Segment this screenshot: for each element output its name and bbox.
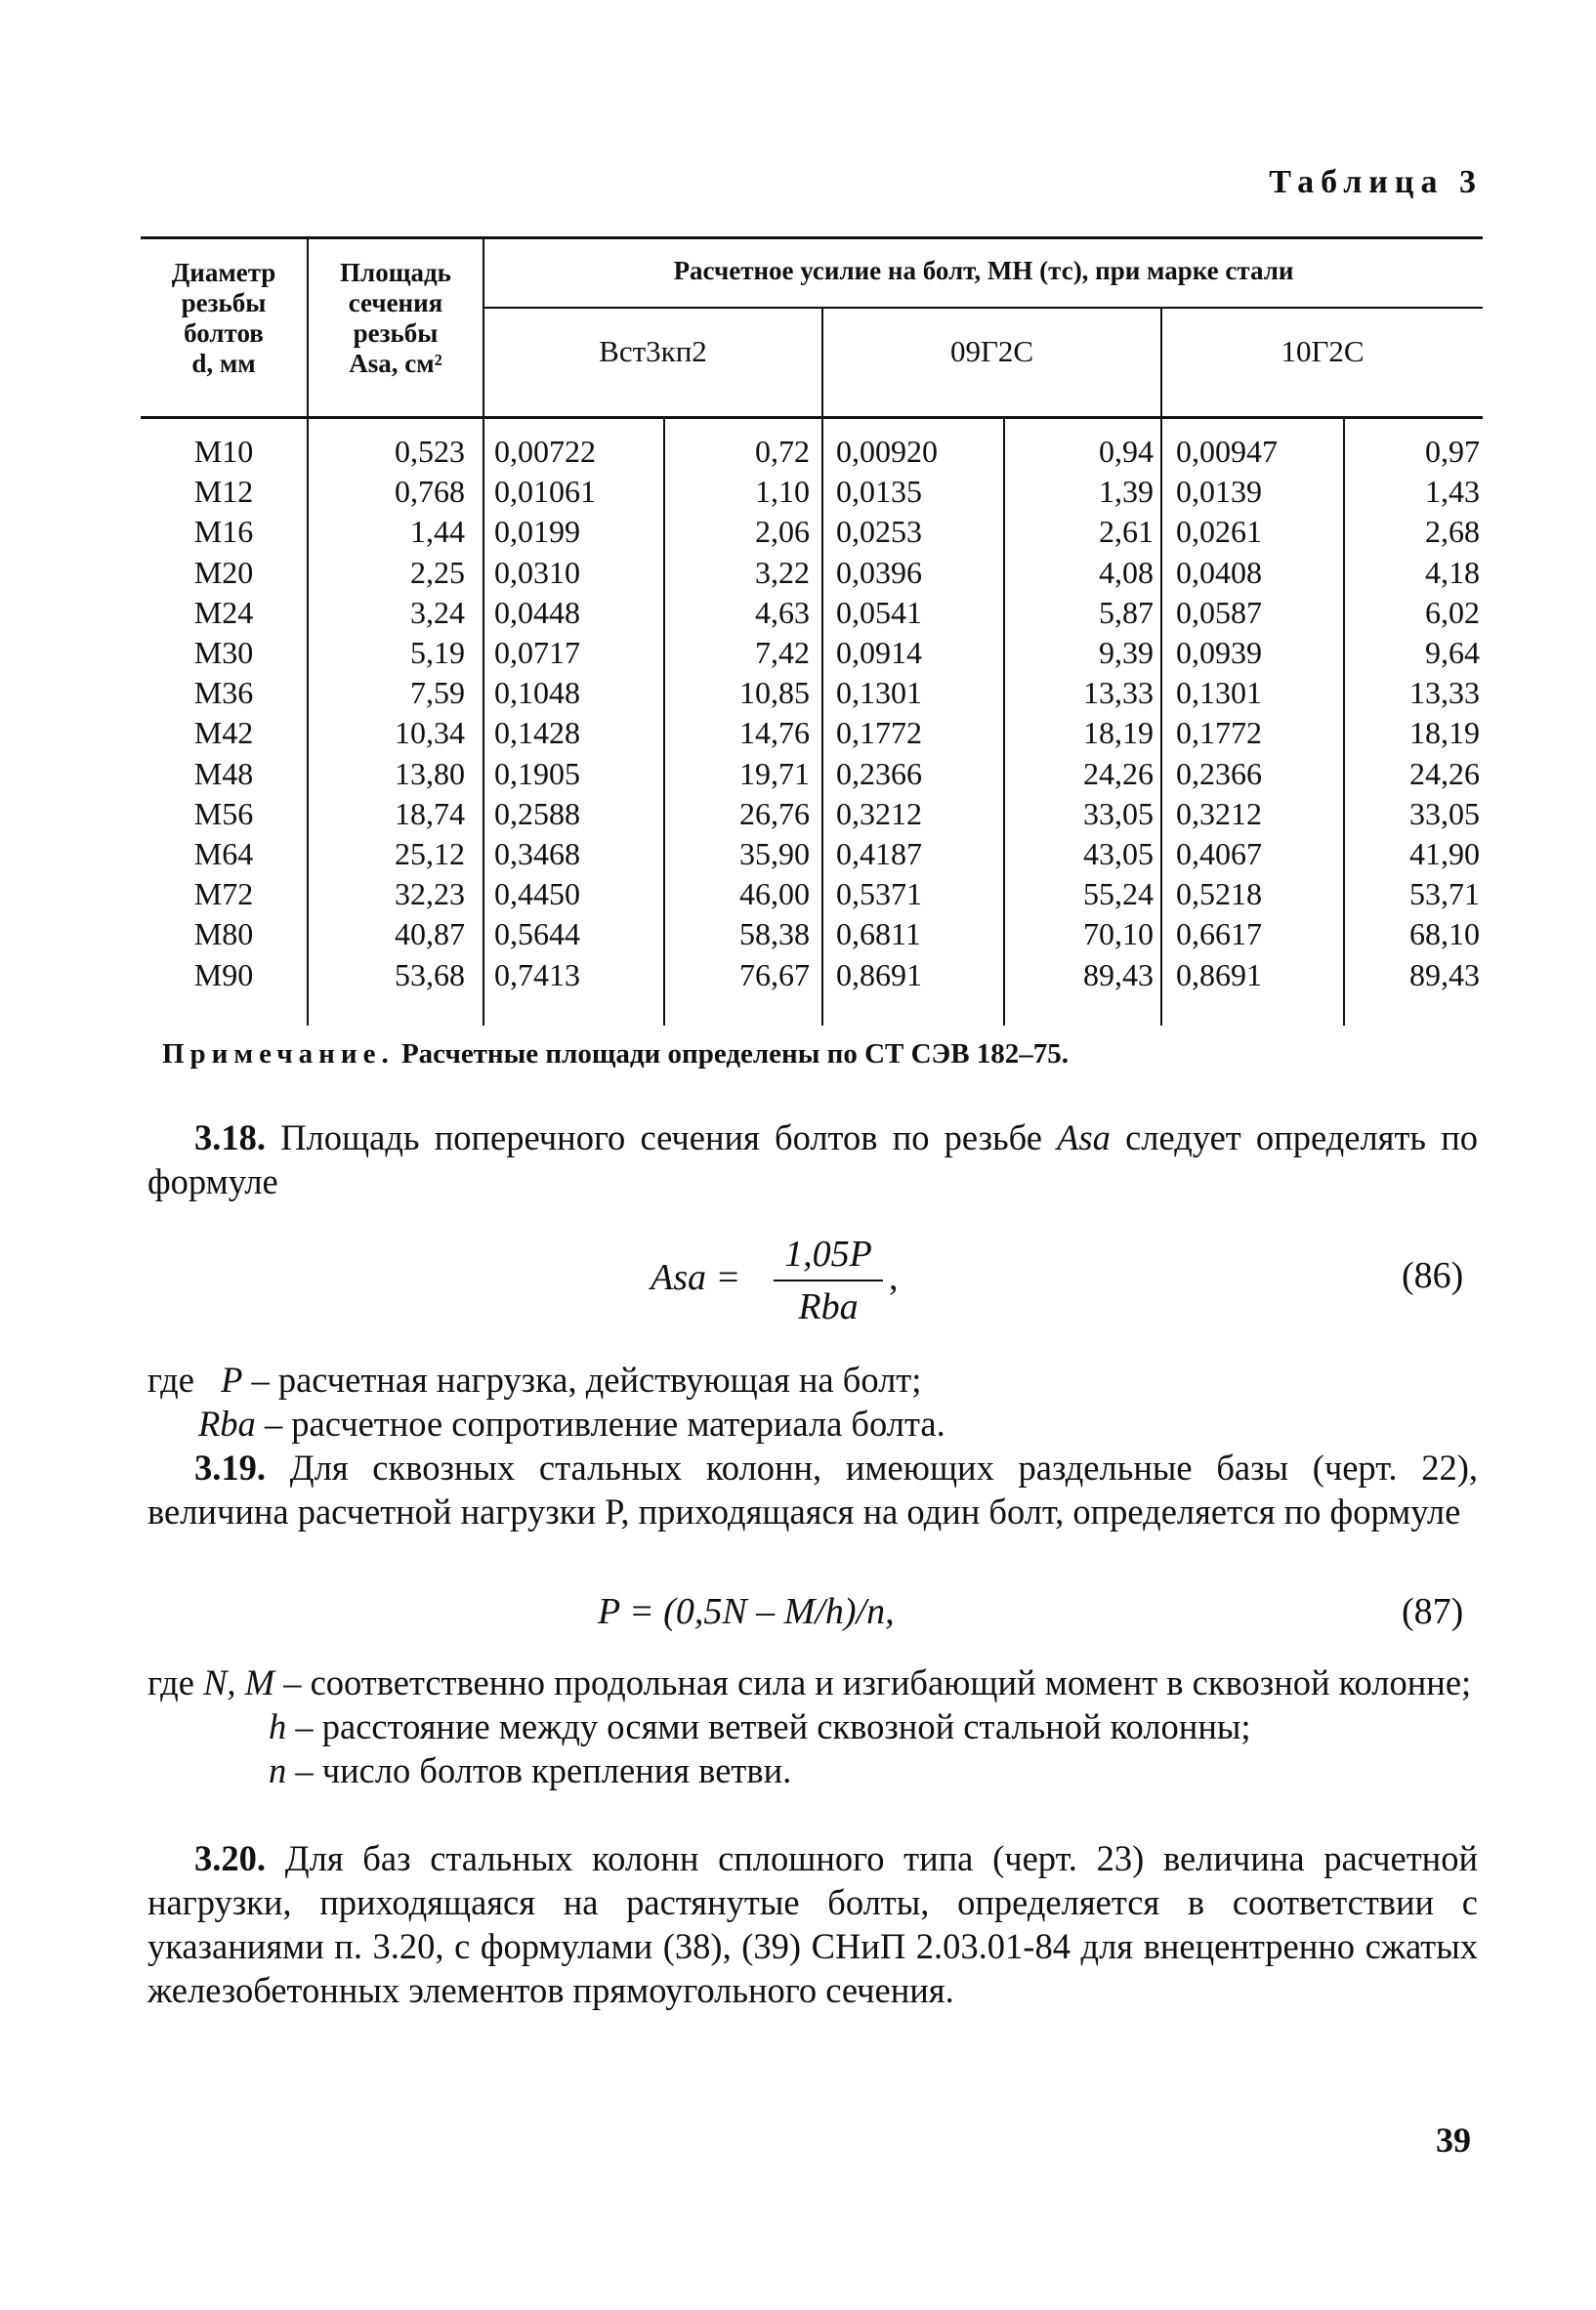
table-row [141,553,1483,593]
note-text: Расчетные площади определены по СТ СЭВ 182–75. [400,1038,1070,1070]
fraction-denominator: Rba [798,1286,859,1327]
table-note [162,1038,1069,1071]
cell-10g2s-tc: 13,33 [1409,675,1480,711]
cell-diameter: М20 [193,554,254,590]
cell-09g2s-mn: 0,1301 [836,675,922,711]
cell-09g2s-mn: 0,0253 [836,514,922,550]
table-row [141,914,1483,954]
cell-vst3kp2-mn: 0,0448 [494,594,580,630]
bolt-force-table [141,236,1483,1026]
cell-09g2s-tc: 13,33 [1083,675,1154,711]
cell-10g2s-tc: 9,64 [1425,635,1480,670]
table-caption: Таблица 3 [1269,164,1483,200]
header-grade-10g2s: 10Г2С [1281,334,1365,368]
cell-10g2s-tc: 2,68 [1425,514,1480,550]
paragraph-3-20 [147,1836,1478,2012]
note-label: Примечание. [162,1038,395,1070]
header-area-line: Asa, см² [349,349,442,378]
cell-09g2s-tc: 1,39 [1099,474,1154,510]
cell-09g2s-mn: 0,2366 [836,755,922,791]
cell-vst3kp2-tc: 0,72 [755,434,810,469]
definition-line [147,1402,1478,1446]
where-87 [147,1660,1478,1792]
cell-09g2s-tc: 33,05 [1083,795,1154,831]
clause-number: 3.19. [194,1448,266,1488]
clause-number: 3.20. [194,1838,266,1878]
cell-09g2s-mn: 0,00920 [836,434,938,469]
cell-diameter: М16 [193,514,254,550]
cell-09g2s-tc: 0,94 [1099,434,1154,469]
cell-09g2s-tc: 4,08 [1099,554,1154,590]
cell-vst3kp2-tc: 46,00 [739,876,810,912]
cell-vst3kp2-mn: 0,01061 [494,474,596,510]
cell-diameter: М24 [193,594,254,630]
cell-diameter: М72 [193,876,254,912]
cell-diameter: М30 [193,635,254,670]
table-row [141,593,1483,633]
cell-10g2s-tc: 53,71 [1409,876,1480,912]
cell-09g2s-mn: 0,1772 [836,715,922,751]
cell-10g2s-mn: 0,8691 [1176,956,1262,992]
cell-area: 53,68 [395,956,465,992]
cell-vst3kp2-mn: 0,0199 [494,514,580,550]
table-row [141,633,1483,673]
cell-10g2s-tc: 1,43 [1425,474,1480,510]
fraction-bar [774,1280,883,1281]
cell-09g2s-mn: 0,0135 [836,474,922,510]
cell-vst3kp2-mn: 0,7413 [494,956,580,992]
paragraph-3-18 [147,1115,1478,1203]
cell-10g2s-mn: 0,3212 [1176,795,1262,831]
cell-09g2s-mn: 0,0541 [836,594,922,630]
cell-area: 0,768 [395,474,465,510]
cell-vst3kp2-mn: 0,00722 [494,434,596,469]
header-design-force: Расчетное усилие на болт, МН (тс), при марке стали [673,256,1294,285]
symbol-n: n [269,1750,287,1790]
cell-diameter: М42 [193,715,254,751]
cell-09g2s-tc: 43,05 [1083,836,1154,871]
table-row [141,472,1483,512]
cell-10g2s-mn: 0,0139 [1176,474,1262,510]
cell-vst3kp2-mn: 0,1905 [494,755,580,791]
cell-area: 32,23 [395,876,465,912]
cell-vst3kp2-tc: 35,90 [739,836,810,871]
table-row [141,955,1483,995]
definition-lead: где [147,1360,194,1400]
table-row [141,432,1483,472]
page-number: 39 [1436,2121,1471,2160]
table-row [141,834,1483,874]
definition-line [147,1748,1478,1792]
cell-area: 10,34 [395,715,465,751]
cell-area: 3,24 [410,594,465,630]
cell-10g2s-mn: 0,0587 [1176,594,1262,630]
formula-86-fraction [774,1233,883,1328]
table-row [141,673,1483,713]
cell-10g2s-mn: 0,2366 [1176,755,1262,791]
table-row [141,713,1483,753]
symbol-asa: Asa [1057,1117,1111,1157]
definition-text: – расстояние между осями ветвей сквозной стальной колонны; [295,1706,1251,1746]
cell-10g2s-tc: 89,43 [1409,956,1480,992]
cell-area: 18,74 [395,795,465,831]
header-bottom-rule [141,416,1483,419]
cell-10g2s-tc: 6,02 [1425,594,1480,630]
definition-text: – число болтов крепления ветви. [295,1750,792,1790]
clause-number: 3.18. [194,1117,266,1157]
header-grade-vst3kp2: Вст3кп2 [599,334,707,368]
cell-09g2s-tc: 2,61 [1099,514,1154,550]
header-area-line: резьбы [353,318,439,348]
cell-area: 40,87 [395,916,465,952]
formula-86-comma: , [889,1257,899,1298]
cell-vst3kp2-tc: 19,71 [739,755,810,791]
cell-vst3kp2-mn: 0,1048 [494,675,580,711]
cell-diameter: М12 [193,474,254,510]
paragraph-text: Площадь поперечного сечения болтов по резьбе [280,1117,1042,1157]
cell-09g2s-mn: 0,5371 [836,876,922,912]
cell-vst3kp2-mn: 0,5644 [494,916,580,952]
cell-vst3kp2-mn: 0,0310 [494,554,580,590]
table-top-rule [141,236,1483,239]
definition-text: – расчетная нагрузка, действующая на болт; [251,1360,922,1400]
cell-09g2s-tc: 5,87 [1099,594,1154,630]
cell-area: 2,25 [410,554,465,590]
cell-diameter: М10 [193,434,254,469]
cell-10g2s-mn: 0,0261 [1176,514,1262,550]
where-86 [147,1358,1478,1446]
cell-vst3kp2-tc: 58,38 [739,916,810,952]
cell-vst3kp2-tc: 1,10 [755,474,810,510]
grade-header-rule [484,307,1483,309]
cell-09g2s-tc: 89,43 [1083,956,1154,992]
header-area-line: сечения [348,288,443,317]
cell-area: 0,523 [395,434,465,469]
header-diameter-line: Диаметр [171,258,276,287]
cell-vst3kp2-tc: 26,76 [739,795,810,831]
cell-vst3kp2-mn: 0,1428 [494,715,580,751]
cell-area: 5,19 [410,635,465,670]
cell-09g2s-mn: 0,4187 [836,836,922,871]
cell-09g2s-mn: 0,0396 [836,554,922,590]
definition-lead: где [147,1662,194,1702]
definition-line [147,1704,1478,1748]
definition-text: – расчетное сопротивление материала болта. [264,1404,945,1444]
paragraph-text: Для сквозных стальных колонн, имеющих раздельные базы (черт. 22), величина расчетной нагрузки P, приходящаяся на один болт, определяется по формуле [147,1448,1479,1532]
header-diameter-line: резьбы [181,288,267,317]
definition-line [147,1660,1478,1704]
cell-10g2s-tc: 68,10 [1409,916,1480,952]
header-grade-09g2s: 09Г2С [949,334,1034,368]
cell-10g2s-tc: 0,97 [1425,434,1480,469]
cell-vst3kp2-tc: 4,63 [755,594,810,630]
cell-vst3kp2-mn: 0,3468 [494,836,580,871]
cell-vst3kp2-mn: 0,0717 [494,635,580,670]
cell-10g2s-mn: 0,0939 [1176,635,1262,670]
header-diameter-line: болтов [184,318,264,348]
cell-vst3kp2-tc: 7,42 [755,635,810,670]
cell-09g2s-mn: 0,8691 [836,956,922,992]
paragraph-text: следует определять по формуле [147,1117,1479,1201]
symbol-p: P [221,1360,243,1400]
formula-87: P = (0,5N – M/h)/n, [598,1591,895,1632]
table-row [141,512,1483,552]
header-area-line: Площадь [340,258,451,287]
cell-vst3kp2-tc: 10,85 [739,675,810,711]
cell-10g2s-tc: 33,05 [1409,795,1480,831]
table-row [141,794,1483,834]
cell-diameter: М64 [193,836,254,871]
cell-09g2s-tc: 24,26 [1083,755,1154,791]
cell-10g2s-mn: 0,1772 [1176,715,1262,751]
symbol-n-m: N, M [203,1662,275,1702]
cell-area: 25,12 [395,836,465,871]
cell-area: 13,80 [395,755,465,791]
symbol-rba: Rba [198,1404,256,1444]
cell-area: 1,44 [410,514,465,550]
definition-line [147,1358,1478,1402]
cell-vst3kp2-mn: 0,4450 [494,876,580,912]
definition-text: – соответственно продольная сила и изгибающий момент в сквозной колонне; [283,1662,1472,1702]
cell-10g2s-mn: 0,5218 [1176,876,1262,912]
cell-09g2s-mn: 0,6811 [836,916,921,952]
cell-09g2s-tc: 70,10 [1083,916,1154,952]
header-diameter [141,258,307,379]
cell-diameter: М56 [193,795,254,831]
cell-10g2s-tc: 4,18 [1425,554,1480,590]
cell-10g2s-mn: 0,1301 [1176,675,1262,711]
cell-09g2s-mn: 0,0914 [836,635,922,670]
cell-10g2s-mn: 0,00947 [1176,434,1278,469]
cell-09g2s-tc: 55,24 [1083,876,1154,912]
header-area [309,258,483,379]
cell-10g2s-tc: 24,26 [1409,755,1480,791]
cell-10g2s-mn: 0,0408 [1176,554,1262,590]
cell-09g2s-tc: 18,19 [1083,715,1154,751]
cell-diameter: М80 [193,916,254,952]
header-diameter-line: d, мм [191,349,256,378]
paragraph-text: Для баз стальных колонн сплошного типа (черт. 23) величина расчетной нагрузки, приходящаяся на растянутые болты, определяется в соответствии с указаниями п. 3.20, с формулами (38), (39) СНиП 2.03.01-84 для внецентренно сжатых железобетонных элементов прямоугольного сечения. [147,1838,1478,2010]
fraction-numerator: 1,05P [784,1234,872,1275]
equation-number-87: (87) [1402,1591,1464,1632]
cell-diameter: М90 [193,956,254,992]
cell-10g2s-mn: 0,4067 [1176,836,1262,871]
cell-10g2s-tc: 18,19 [1409,715,1480,751]
cell-09g2s-mn: 0,3212 [836,795,922,831]
cell-10g2s-tc: 41,90 [1409,836,1480,871]
table-row [141,754,1483,794]
cell-10g2s-mn: 0,6617 [1176,916,1262,952]
cell-diameter: М36 [193,675,254,711]
paragraph-3-19 [147,1446,1478,1533]
cell-vst3kp2-tc: 14,76 [739,715,810,751]
cell-09g2s-tc: 9,39 [1099,635,1154,670]
cell-vst3kp2-tc: 3,22 [755,554,810,590]
cell-diameter: М48 [193,755,254,791]
cell-area: 7,59 [410,675,465,711]
cell-vst3kp2-tc: 2,06 [755,514,810,550]
table-row [141,874,1483,914]
symbol-h: h [269,1706,287,1746]
equation-number-86: (86) [1402,1255,1464,1296]
cell-vst3kp2-mn: 0,2588 [494,795,580,831]
cell-vst3kp2-tc: 76,67 [739,956,810,992]
formula-86-lhs: Asa = [651,1257,741,1298]
